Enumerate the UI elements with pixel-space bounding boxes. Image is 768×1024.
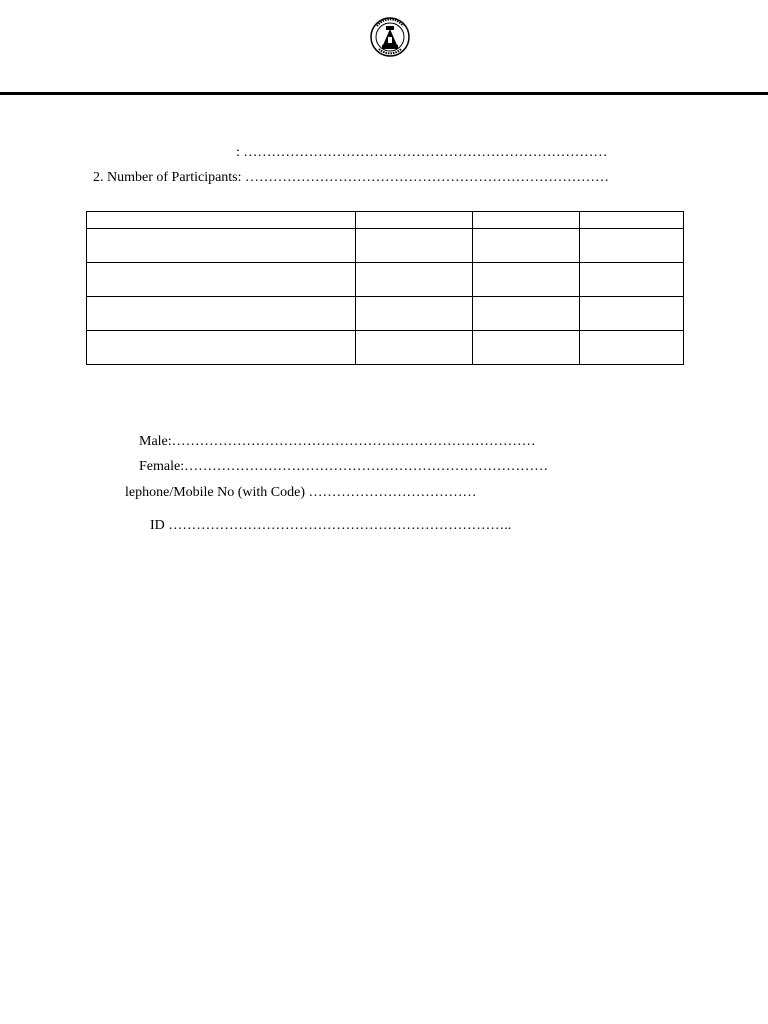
table-cell[interactable] <box>580 229 684 263</box>
telephone-row <box>125 485 477 501</box>
field-1-separator: : <box>236 145 240 160</box>
table-cell[interactable] <box>87 331 356 365</box>
table-cell[interactable] <box>356 229 473 263</box>
table-header-cell <box>580 212 684 229</box>
participants-fill-line[interactable]: …………………………………………………………………… <box>245 170 610 185</box>
table-cell[interactable] <box>473 229 580 263</box>
table-cell[interactable] <box>473 297 580 331</box>
email-fill-line[interactable]: ……………………………………………………………….. <box>168 518 512 533</box>
field-1-fill-line[interactable]: …………………………………………………………………… <box>243 145 608 160</box>
table-cell[interactable] <box>580 331 684 365</box>
table-cell[interactable] <box>473 263 580 297</box>
table-cell[interactable] <box>87 297 356 331</box>
table-cell[interactable] <box>87 263 356 297</box>
female-row <box>139 459 548 475</box>
table-header-cell <box>356 212 473 229</box>
university-emblem-icon <box>365 17 415 57</box>
participants-label: 2. Number of Participants: <box>93 170 242 185</box>
female-label: Female: <box>139 459 185 474</box>
table-row <box>87 263 684 297</box>
table-row <box>87 297 684 331</box>
female-fill-line[interactable]: …………………………………………………………………… <box>184 459 549 474</box>
email-row <box>150 518 511 534</box>
table-cell[interactable] <box>356 331 473 365</box>
table-cell[interactable] <box>473 331 580 365</box>
header-rule <box>0 92 768 95</box>
participants-table <box>86 211 684 365</box>
table-header-row <box>87 212 684 229</box>
table-row <box>87 331 684 365</box>
table-cell[interactable] <box>356 263 473 297</box>
table-cell[interactable] <box>87 229 356 263</box>
table-row <box>87 229 684 263</box>
male-label: Male: <box>139 434 172 449</box>
field-1-row <box>236 145 607 161</box>
telephone-label: lephone/Mobile No (with Code) <box>125 485 306 500</box>
table-header-cell <box>473 212 580 229</box>
participants-row <box>93 170 609 186</box>
male-row <box>139 434 536 450</box>
table-cell[interactable] <box>580 263 684 297</box>
table-cell[interactable] <box>356 297 473 331</box>
table-cell[interactable] <box>580 297 684 331</box>
email-label: ID <box>150 518 165 533</box>
male-fill-line[interactable]: …………………………………………………………………… <box>171 434 536 449</box>
table-header-cell <box>87 212 356 229</box>
telephone-fill-line[interactable]: ……………………………… <box>308 485 477 500</box>
